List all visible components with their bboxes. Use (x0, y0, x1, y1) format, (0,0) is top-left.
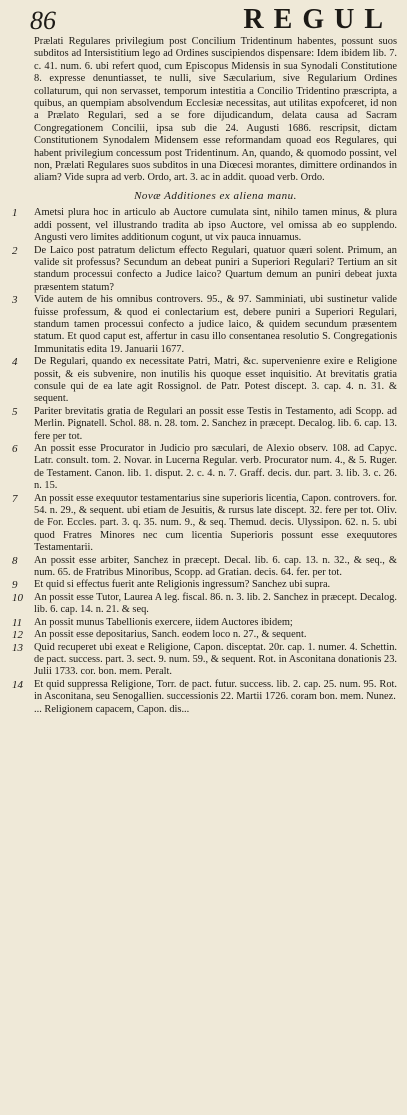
addition-item (12, 591, 397, 617)
addition-number: 6 (12, 443, 18, 455)
addition-item (12, 244, 397, 295)
addition-item (12, 492, 398, 555)
addition-text: Ametsi plura hoc in articulo ab Auctore cumulata sint, nihilo tamen minus, & plura addi possent, vel illustrando tradita ab ipso Auctore, vel omissa ab eo supplendo. Angusti vero limites additionum cogunt, ut vix pauca innuamus. (34, 207, 397, 244)
page-number: 86 (30, 6, 56, 35)
addition-text: Quid recuperet ubi exeat e Religione, Capon. disceptat. 20r. cap. 1. numer. 4. Schettin. de pact. success. part. 3. sect. 9. num. 59., & sequent. Rot. in Asconitana donationis 23. Julii 1733. cor. bon. mem. Peralt. (34, 641, 397, 678)
addition-text: De Laico post patratum delictum effecto Regulari, quatuor quæri solent. Primum, an valide sit professus? Secundum an debeat puniri a Superiori Regulari? Tertium an sit standum processui confecto a Judice laico? Quartum demum an puniri debeat juxta præsentem statum? (34, 244, 397, 293)
addition-number: 7 (12, 492, 18, 505)
addition-item (12, 294, 397, 356)
cutoff-line: ... Religionem capacem, Capon. dis... (34, 703, 190, 715)
addition-number: 14 (12, 678, 23, 691)
addition-number: 1 (12, 207, 18, 220)
addition-item (12, 616, 397, 629)
addition-number: 9 (12, 579, 18, 592)
addition-text: An possit esse Procurator in Judicio pro sæculari, de Alexio observ. 108. ad Capyc. Latr. consult. tom. 2. Novar. in Lucerna Regular. verb. Procurator num. 4., & 5. Ruger. de Testament. Canon. lib. 1. disput. 2. c. 4. n. 7. Graff. decis. dur. part. 3. lib. 3. c. 26. n. 15. (34, 443, 397, 492)
section-title: Novæ Additiones ex aliena manu. (134, 189, 297, 202)
addition-item (12, 405, 397, 443)
addition-item (12, 356, 397, 406)
addition-text: Pariter brevitatis gratia de Regulari an possit esse Testis in Testamento, adi Scopp. ad Merlin. Pignatell. Schol. 88. n. 28. tom. 2. Sanchez in præcept. Decalog. lib. 6. cap. 13. fere per tot. (34, 405, 397, 442)
addition-number: 3 (12, 294, 18, 307)
addition-item (12, 629, 397, 642)
addition-number: 2 (12, 244, 18, 257)
addition-item (12, 579, 397, 592)
addition-item (12, 554, 397, 580)
addition-text: An possit munus Tabellionis exercere, iidem Auctores ibidem; (34, 616, 293, 628)
addition-number: 12 (12, 629, 23, 642)
addition-item (12, 443, 397, 493)
intro-paragraph: Prælati Regulares privilegium post Concilium Tridentinum habentes, possunt suos subditos ad Intersistitium lego ad Ordines suscipiendos dispensare: Idem ibidem lib. 7. c. 41. num. 6. ubi refert quod, cum Episcopus Midensis in sua Synodali Constitutione 8. expresse denuntiasset, te nulli, sive Sæcularium, sive Regularium Ordines collaturum, qui non servasset, temporum intestitia a Concilio Tridentino præscripta, a quibus, an quempiam absolvendum Ecclesiæ necessitas, aut utilitas expofceret, id non a Prælato Regulari, sed a se fore dijudicandum, delata causa ad Sacram Congregationem Concilii, ipsa sub die 24. Augusti 1686. rescripsit, dictam Constitutionem Synodalem Midensem esse reformandam quoad eos Regulares, qui habent privilegium concessum post Tridentinum. An, quando, & quomodo possint, vel non, Prælati Regulares suos subditos in una Diœcesi morantes, dimittere ordinandos in aliam? Vide supra ad verb. Ordo, art. 3. ac in addit. quoad verb. Ordo. (34, 36, 397, 184)
addition-text: Et quid suppressa Religione, Torr. de pact. futur. success. lib. 2. cap. 25. num. 95. Rot. in Asconitana, seu Senogallien. successionis 22. Martii 1726. coram bon. mem. Nunez. (34, 678, 397, 703)
addition-text: An possit esse arbiter, Sanchez in præcept. Decal. lib. 6. cap. 13. n. 32., & seq., & num. 65. de Fratribus Minoribus, Scopp. ad Gratian. decis. 64. fer. per tot. (34, 554, 397, 579)
addition-number: 11 (12, 616, 23, 629)
addition-text: An possit esse depositarius, Sanch. eodem loco n. 27., & sequent. (34, 629, 307, 641)
additions-list (12, 207, 398, 703)
addition-number: 8 (12, 554, 18, 567)
addition-text: Vide autem de his omnibus controvers. 95., & 97. Samminiati, ubi sustinetur valide fuisse professum, & quod ei conlectarium est, debere puniri a Superiori Regulari, standum tamen processui confecto a judice laico, & quidem secundum præsentem statum. Et quod caput est, affertur in casu illo consentanea resolutio S. Congregationis Immunitatis edita 19. Januarii 1677. (34, 294, 397, 355)
addition-text: De Regulari, quando ex necessitate Patri, Matri, &c. supervenienre exire e Religione possit, & eis subvenire, non inutilis his quoque esset inquisitio. At brevitatis gratia consule qui de ea late agit Rossignol. de Patr. Potest discept. 3. cap. 4. n. 31. & sequent. (34, 356, 397, 405)
addition-item (12, 207, 397, 244)
addition-number: 4 (12, 356, 18, 369)
addition-number: 10 (12, 591, 23, 604)
page-body (6, 36, 397, 716)
addition-text: An possit esse exequutor testamentarius sine superioris licentia, Capon. controvers. for. 54. n. 29., & sequent. ubi etiam de Jesuitis, & rursus late discept. 32. fere per tot. Oliv. de For. Eccles. part. 3. q. 35. num. 9., & seq. Themud. decis. Ulyssipon. 62. n. 5. ubi quod Fratres Minores nec cum licentia Superioris possunt esse exequutores Testamentarii. (34, 492, 398, 554)
addition-text: Et quid si effectus fuerit ante Religionis ingressum? Sanchez ubi supra. (34, 579, 331, 591)
page-header (6, 6, 397, 36)
addition-text: An possit esse Tutor, Laurea A leg. fiscal. 86. n. 3. lib. 2. Sanchez in præcept. Decalog. lib. 6. cap. 14. n. 21. & seq. (34, 591, 397, 616)
addition-item (12, 678, 397, 704)
addition-number: 5 (12, 405, 18, 418)
addition-number: 13 (12, 641, 23, 654)
running-title: REGUL (243, 4, 393, 35)
addition-item (12, 641, 397, 679)
